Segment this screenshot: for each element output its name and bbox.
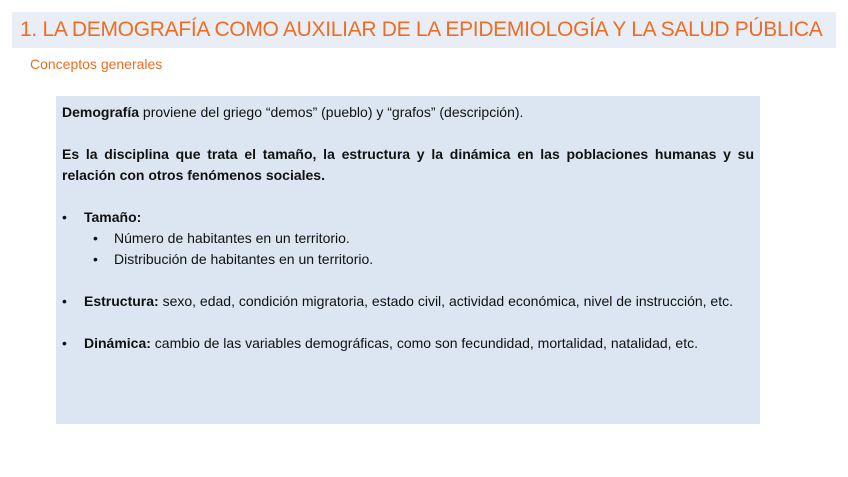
bullet-structure-text: sexo, edad, condición migratoria, estado civil, actividad económica, nivel de instrucción, etc.	[158, 293, 733, 309]
slide-subtitle: Conceptos generales	[30, 56, 163, 72]
slide-title: 1. LA DEMOGRAFÍA COMO AUXILIAR DE LA EPIDEMIOLOGÍA Y LA SALUD PÚBLICA	[20, 18, 823, 41]
sub-bullet-distribution: • Distribución de habitantes en un territorio.	[62, 249, 754, 270]
bullet-structure-label: Estructura:	[84, 293, 159, 309]
intro-paragraph	[62, 102, 754, 123]
bullet-size	[62, 207, 754, 228]
bullet-dynamics-text: cambio de las variables demográficas, como son fecundidad, mortalidad, natalidad, etc.	[150, 335, 699, 351]
intro-term: Demografía	[62, 104, 140, 120]
bullet-size-label: Tamaño:	[84, 209, 142, 225]
content-box	[56, 96, 760, 424]
bullet-dynamics-label: Dinámica:	[84, 335, 151, 351]
definition-paragraph: Es la disciplina que trata el tamaño, la estructura y la dinámica en las poblaciones humanas y su relación con otros fenómenos sociales.	[62, 146, 754, 183]
title-bar	[12, 12, 836, 48]
bullet-dynamics	[62, 333, 754, 354]
bullet-structure	[62, 291, 754, 312]
intro-text: proviene del griego “demos” (pueblo) y “grafos” (descripción).	[139, 104, 524, 120]
sub-bullet-inhabitants: • Número de habitantes en un territorio.	[62, 228, 754, 249]
